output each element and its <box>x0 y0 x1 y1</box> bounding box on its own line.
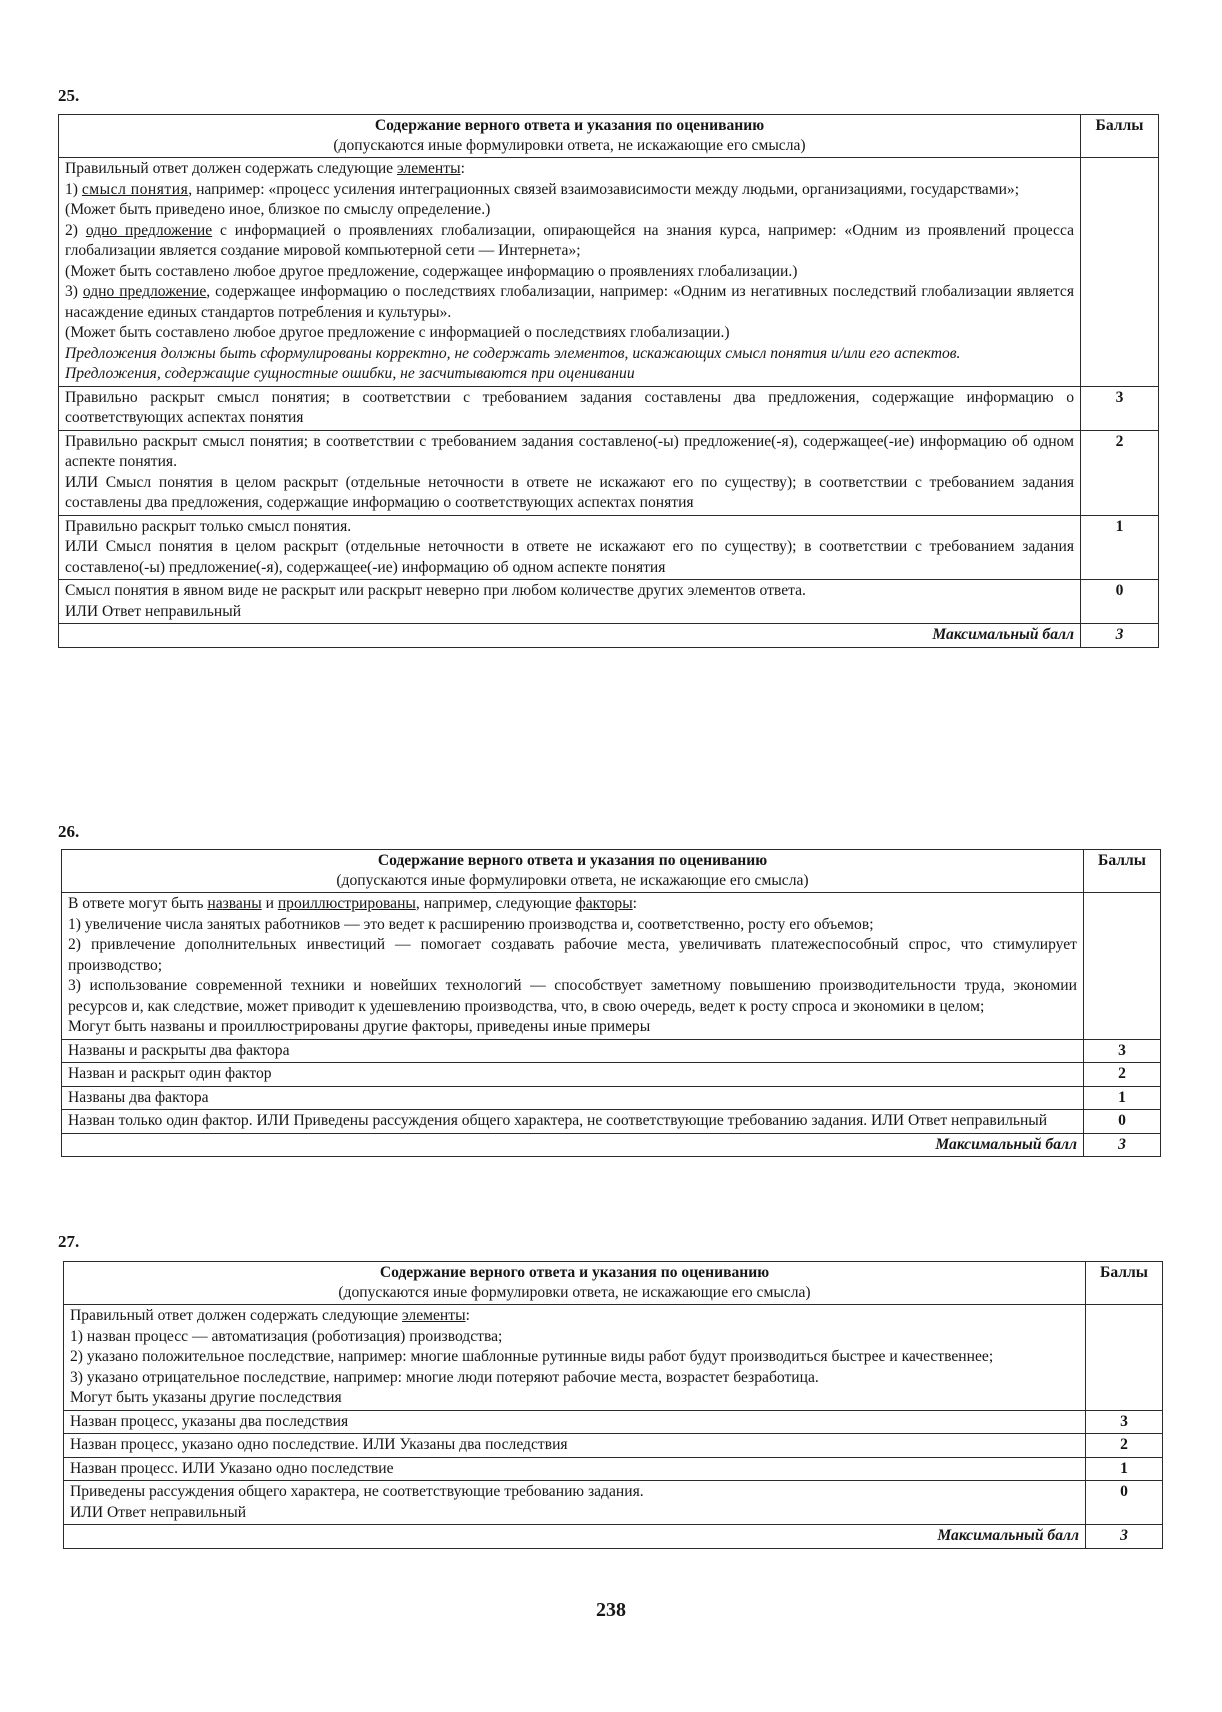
answer-content-row <box>64 1305 1163 1411</box>
content-line: 2) привлечение дополнительных инвестиций — помогает создавать рабочие места, увеличивать платежеспособный спрос, что стимулирует производство; <box>68 936 1077 974</box>
content-line: (Может быть приведено иное, близкое по смыслу определение.) <box>65 201 491 218</box>
content-line: Правильный ответ должен содержать следующие элементы: <box>70 1307 470 1324</box>
answer-content <box>62 893 1084 1040</box>
max-score-value: 3 <box>1084 1133 1161 1157</box>
header-content-title: Содержание верного ответа и указания по оцениванию <box>374 117 765 134</box>
content-line: 3) использование современной техники и новейших технологий — способствует заметному повышению производительности труда, экономии ресурсов и, как следствие, может приводит к удешевлению производства, что, в свою очередь, ведет к росту спроса и экономики в целом; <box>68 977 1077 1015</box>
max-score-value: 3 <box>1081 624 1159 648</box>
answer-content <box>59 158 1081 387</box>
criterion-text: Назван процесс, указаны два последствия <box>64 1410 1086 1434</box>
content-line: 2) одно предложение с информацией о проявлениях глобализации, опирающейся на знания курса, например: «Одним из проявлений процесса глобализации является создание мировой компьютерной сети — Интернета»; <box>65 221 1075 259</box>
content-line: Могут быть названы и проиллюстрированы другие факторы, приведены иные примеры <box>68 1018 651 1035</box>
criterion-row <box>64 1434 1163 1458</box>
content-line: 1) увеличение числа занятых работников — это ведет к расширению производства и, соответственно, росту его объемов; <box>68 915 874 933</box>
criterion-text: Назван только один фактор. ИЛИ Приведены рассуждения общего характера, не соответствующие требованию задания. ИЛИ Ответ неправильный <box>62 1110 1084 1134</box>
criterion-score: 0 <box>1081 580 1159 624</box>
content-line: Могут быть указаны другие последствия <box>70 1389 342 1406</box>
max-score-label: Максимальный балл <box>62 1133 1084 1157</box>
task-26-table <box>61 849 1161 1157</box>
max-score-value: 3 <box>1086 1525 1163 1549</box>
criterion-row <box>59 515 1159 580</box>
header-content-subtitle: (допускаются иные формулировки ответа, не искажающие его смысла) <box>336 872 809 889</box>
max-score-row <box>62 1133 1161 1157</box>
content-line: 3) одно предложение, содержащее информацию о последствиях глобализации, например: «Одним из негативных последствий глобализации является насаждение единых стандартов потребления и культуры». <box>65 283 1075 321</box>
criterion-text: Правильно раскрыт смысл понятия; в соответствии с требованием задания составлены два предложения, содержащие информацию о соответствующих аспектах понятия <box>59 386 1081 430</box>
criterion-score: 2 <box>1086 1434 1163 1458</box>
task-27-number: 27. <box>58 1232 80 1251</box>
task-26-number: 26. <box>58 822 80 841</box>
max-score-row <box>59 624 1159 648</box>
header-content-cell <box>59 115 1081 158</box>
task-25-number: 25. <box>58 86 80 105</box>
criterion-row <box>62 1063 1161 1087</box>
criterion-text: Назван процесс, указано одно последствие. ИЛИ Указаны два последствия <box>64 1434 1086 1458</box>
table-header-row <box>59 115 1159 158</box>
header-content-subtitle: (допускаются иные формулировки ответа, не искажающие его смысла) <box>338 1284 811 1301</box>
content-line: В ответе могут быть названы и проиллюстрированы, например, следующие факторы: <box>68 895 638 912</box>
task-25-table <box>58 114 1159 648</box>
criterion-score: 1 <box>1081 515 1159 580</box>
answer-content <box>64 1305 1086 1411</box>
header-content-cell <box>62 850 1084 893</box>
content-line-italic: Предложения, содержащие сущностные ошибки, не засчитываются при оценивании <box>65 365 635 382</box>
criterion-score: 3 <box>1086 1410 1163 1434</box>
task-27-table <box>63 1261 1163 1549</box>
criterion-row <box>59 430 1159 515</box>
content-line: 3) указано отрицательное последствие, например: многие люди потеряют рабочие места, возрастет безработица. <box>70 1368 819 1386</box>
empty-score-cell <box>1086 1305 1163 1411</box>
criterion-text: Правильно раскрыт смысл понятия; в соответствии с требованием задания составлено(-ы) предложение(-я), содержащее(-ие) информацию об одном аспекте понятия. ИЛИ Смысл понятия в целом раскрыт (отдельные неточности в ответе не искажают его по существу); в соответствии с требованием задания составлены два предложения, содержащие информацию о соответствующих аспектах понятия <box>59 430 1081 515</box>
content-line: (Может быть составлено любое другое предложение с информацией о последствиях глобализации.) <box>65 324 730 341</box>
header-content-title: Содержание верного ответа и указания по оцениванию <box>377 852 768 869</box>
criterion-row <box>62 1110 1161 1134</box>
criterion-score: 3 <box>1081 386 1159 430</box>
header-content-subtitle: (допускаются иные формулировки ответа, не искажающие его смысла) <box>333 137 806 154</box>
header-score-title: Баллы <box>1084 850 1161 893</box>
answer-content-row <box>62 893 1161 1040</box>
max-score-label: Максимальный балл <box>59 624 1081 648</box>
table-header-row <box>64 1262 1163 1305</box>
criterion-text: Правильно раскрыт только смысл понятия. ИЛИ Смысл понятия в целом раскрыт (отдельные неточности в ответе не искажают его по существу); в соответствии с требованием задания составлено(-ы) предложение(-я), содержащее(-ие) информацию об одном аспекте понятия <box>59 515 1081 580</box>
criterion-text: Смысл понятия в явном виде не раскрыт или раскрыт неверно при любом количестве других элементов ответа. ИЛИ Ответ неправильный <box>59 580 1081 624</box>
criterion-row <box>59 386 1159 430</box>
criterion-text: Приведены рассуждения общего характера, не соответствующие требованию задания. ИЛИ Ответ неправильный <box>64 1481 1086 1525</box>
page-number: 238 <box>596 1599 626 1621</box>
content-line-italic: Предложения должны быть сформулированы корректно, не содержать элементов, искажающих смысл понятия и/или его аспектов. <box>65 344 961 362</box>
criterion-row <box>64 1457 1163 1481</box>
header-content-title: Содержание верного ответа и указания по оцениванию <box>379 1264 770 1281</box>
content-line: 1) назван процесс — автоматизация (роботизация) производства; <box>70 1327 503 1345</box>
header-content-cell <box>64 1262 1086 1305</box>
criterion-score: 2 <box>1081 430 1159 515</box>
content-line: (Может быть составлено любое другое предложение, содержащее информацию о проявлениях глобализации.) <box>65 262 798 280</box>
criterion-score: 0 <box>1084 1110 1161 1134</box>
empty-score-cell <box>1081 158 1159 387</box>
criterion-score: 2 <box>1084 1063 1161 1087</box>
criterion-score: 0 <box>1086 1481 1163 1525</box>
content-line: 2) указано положительное последствие, например: многие шаблонные рутинные виды работ будут производиться быстрее и качественнее; <box>70 1348 994 1365</box>
header-score-title: Баллы <box>1081 115 1159 158</box>
answer-content-row <box>59 158 1159 387</box>
criterion-row <box>64 1410 1163 1434</box>
criterion-row <box>62 1086 1161 1110</box>
criterion-text: Назван процесс. ИЛИ Указано одно последствие <box>64 1457 1086 1481</box>
max-score-label: Максимальный балл <box>64 1525 1086 1549</box>
criterion-row <box>64 1481 1163 1525</box>
header-score-title: Баллы <box>1086 1262 1163 1305</box>
criterion-text: Названы два фактора <box>62 1086 1084 1110</box>
content-line: 1) смысл понятия, например: «процесс усиления интеграционных связей взаимозависимости между людьми, организациями, государствами»; <box>65 180 1020 198</box>
criterion-text: Названы и раскрыты два фактора <box>62 1039 1084 1063</box>
content-line: Правильный ответ должен содержать следующие элементы: <box>65 160 465 177</box>
criterion-row <box>59 580 1159 624</box>
criterion-score: 3 <box>1084 1039 1161 1063</box>
criterion-score: 1 <box>1086 1457 1163 1481</box>
criterion-score: 1 <box>1084 1086 1161 1110</box>
criterion-text: Назван и раскрыт один фактор <box>62 1063 1084 1087</box>
max-score-row <box>64 1525 1163 1549</box>
table-header-row <box>62 850 1161 893</box>
criterion-row <box>62 1039 1161 1063</box>
empty-score-cell <box>1084 893 1161 1040</box>
